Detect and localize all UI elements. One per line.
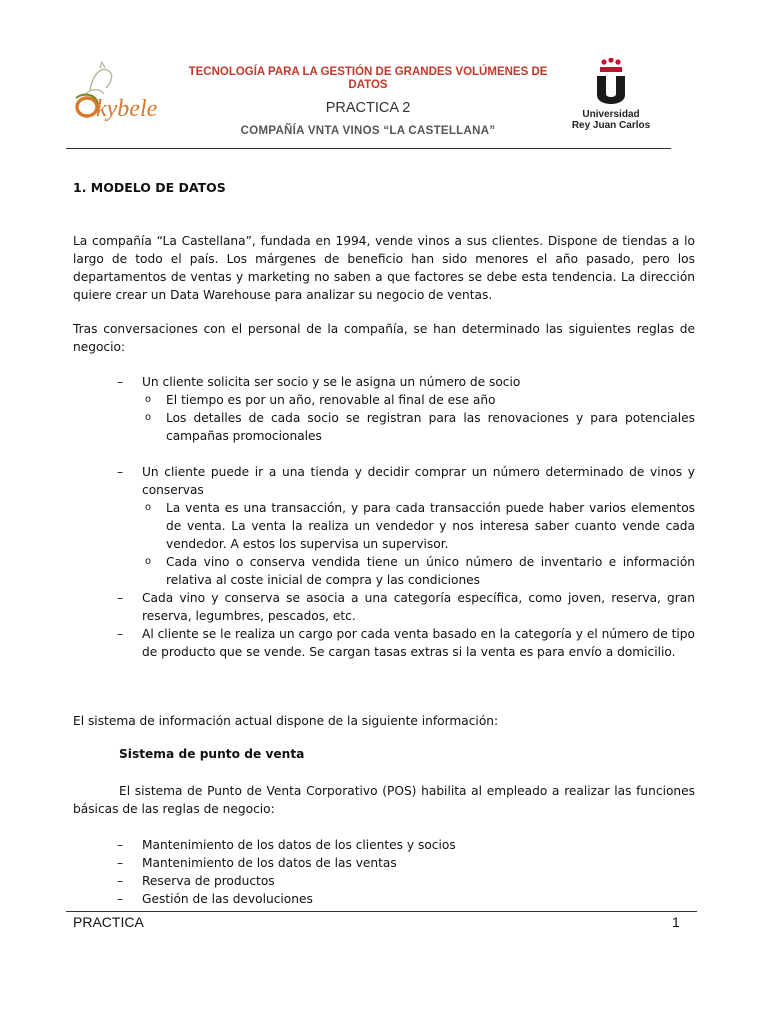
list-item: – Mantenimiento de los datos de los clientes y socios — [117, 838, 456, 852]
pos-functions-list — [73, 836, 695, 908]
list-item: – Reserva de productos — [117, 874, 275, 888]
list-item: – Al cliente se le realiza un cargo por cada venta basado en la categoría y el número de tipo de producto que se vende. Se cargan tasas extras si la venta es para envío a domicilio. — [117, 627, 695, 659]
business-rules-list — [73, 373, 695, 661]
page-number: 1 — [672, 914, 680, 930]
list-item: – Mantenimiento de los datos de las ventas — [117, 856, 397, 870]
list-item: – Gestión de las devoluciones — [117, 892, 313, 906]
urjc-crown-u-icon — [556, 58, 666, 108]
section-title: 1. MODELO DE DATOS — [73, 180, 226, 195]
kybele-logo-icon — [70, 60, 170, 132]
document-title: TECNOLOGÍA PARA LA GESTIÓN DE GRANDES VOLÚMENES DE DATOS — [188, 66, 548, 91]
kybele-text: kybele — [96, 96, 158, 122]
rules-intro-paragraph: Tras conversaciones con el personal de la compañía, se han determinado las siguientes reglas de negocio: — [73, 322, 695, 354]
footer-label: PRACTICA — [73, 914, 144, 930]
practice-title: PRACTICA 2 — [325, 100, 411, 116]
sub-list-item: o Los detalles de cada socio se registran para las renovaciones y para potenciales campañas promocionales — [145, 411, 695, 443]
urjc-logo — [556, 58, 666, 136]
page-header — [66, 58, 670, 148]
university-name: Universidad — [582, 109, 640, 120]
list-item: – Un cliente puede ir a una tienda y decidir comprar un número determinado de vinos y conservas — [117, 465, 695, 497]
pos-subtitle: Sistema de punto de venta — [119, 747, 305, 761]
list-item: – Un cliente solicita ser socio y se le asigna un número de socio — [117, 375, 521, 389]
header-divider — [66, 148, 671, 149]
sub-list-item: o El tiempo es por un año, renovable al final de ese año — [145, 393, 496, 407]
intro-paragraph: La compañía “La Castellana”, fundada en 1994, vende vinos a sus clientes. Dispone de tiendas a lo largo de todo el país. Los márgenes de beneficio han sido menores el año pasado, pero los departamentos de ventas y marketing no saben a que factores se debe esta tendencia. La dirección quiere crear un Data Warehouse para analizar su negocio de ventas. — [73, 234, 695, 302]
company-title: COMPAÑÍA VNTA VINOS “LA CASTELLANA” — [240, 125, 496, 137]
sub-list-item: o Cada vino o conserva vendida tiene un único número de inventario e información relativa al coste inicial de compra y las condiciones — [145, 555, 695, 587]
kybele-logo — [70, 60, 170, 132]
university-subname: Rey Juan Carlos — [571, 120, 651, 131]
pos-paragraph: El sistema de Punto de Venta Corporativo (POS) habilita al empleado a realizar las funciones básicas de las reglas de negocio: — [73, 784, 695, 816]
system-intro-paragraph: El sistema de información actual dispone de la siguiente información: — [73, 714, 499, 728]
footer-divider — [66, 911, 697, 912]
sub-list-item: o La venta es una transacción, y para cada transacción puede haber varios elementos de venta. La venta la realiza un vendedor y nos interesa saber cuanto vende cada vendedor. A estos los supervisa un supervisor. — [145, 501, 695, 551]
list-item: – Cada vino y conserva se asocia a una categoría específica, como joven, reserva, gran reserva, legumbres, pescados, etc. — [117, 591, 695, 623]
